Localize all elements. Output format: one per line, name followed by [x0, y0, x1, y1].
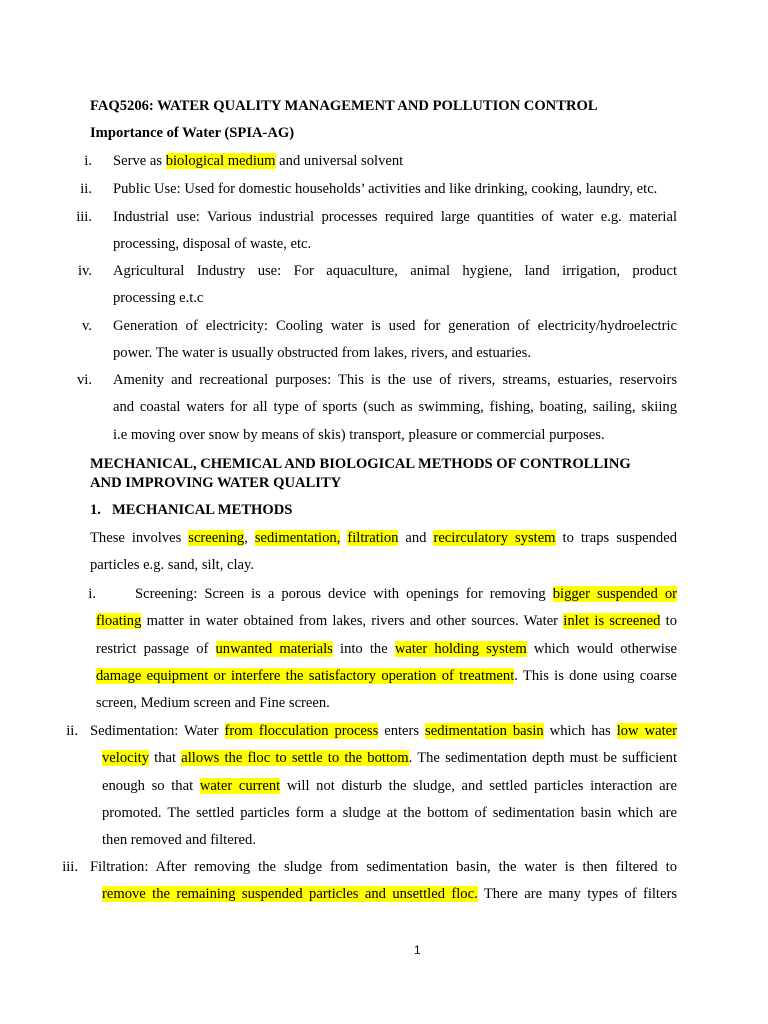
subsection-number: 1.: [90, 502, 101, 518]
list-item-line: [113, 235, 311, 253]
text-run: to traps suspended: [555, 530, 678, 546]
page-number: 1: [414, 943, 421, 957]
method-line: [96, 667, 677, 685]
text-run: and coastal waters for all type of sports (such as swimming, fishing, boating, sailing, skiing: [113, 399, 677, 416]
text-run: then removed and filtered.: [102, 832, 256, 849]
method-line: [135, 585, 677, 603]
text-run: . The sedimentation depth must be sufficient: [408, 750, 678, 767]
list-number: v.: [82, 318, 92, 334]
text-run: processing e.t.c: [113, 290, 204, 307]
highlighted-text: sedimentation,: [254, 530, 341, 546]
highlighted-text: allows the floc to settle to the bottom: [181, 750, 409, 767]
method-line: [90, 858, 677, 876]
method-number: i.: [88, 586, 96, 602]
text-run: Sedimentation: Water: [90, 723, 225, 739]
highlighted-text: biological medium: [165, 153, 276, 169]
text-run: which has: [543, 723, 617, 739]
list-number: ii.: [80, 181, 92, 197]
text-run: Industrial use: Various industrial processes required large quantities of water e.g. material: [113, 209, 677, 225]
method-line: [102, 885, 677, 903]
highlighted-text: water holding system: [394, 640, 527, 657]
text-run: and: [398, 530, 434, 546]
highlighted-text: screening: [188, 530, 245, 546]
text-run: matter in water obtained from lakes, rivers and other sources. Water: [141, 613, 564, 630]
paragraph-line: [90, 529, 677, 547]
text-run: restrict passage of: [96, 640, 216, 657]
method-number: ii.: [66, 723, 78, 739]
highlighted-text: unwanted materials: [215, 640, 333, 657]
method-line: [102, 831, 256, 849]
list-item-line: [113, 344, 531, 362]
list-item-line: [113, 180, 657, 198]
section-heading-methods-line2: AND IMPROVING WATER QUALITY: [90, 475, 342, 491]
text-run: that: [149, 750, 182, 767]
highlighted-text: inlet is screened: [563, 613, 661, 630]
highlighted-text: damage equipment or interfere the satisfactory operation of treatment: [96, 667, 515, 684]
highlighted-text: sedimentation basin: [425, 723, 544, 739]
text-run: will not disturb the sludge, and settled particles interaction are: [280, 777, 677, 794]
text-run: enough so that: [102, 777, 200, 794]
list-item-line: [113, 426, 605, 444]
list-item-line: [113, 152, 403, 170]
method-line: [102, 804, 677, 822]
highlighted-text: remove the remaining suspended particles and unsettled floc.: [102, 886, 478, 903]
highlighted-text: floating: [96, 613, 142, 630]
highlighted-text: filtration: [347, 530, 399, 546]
method-number: iii.: [62, 859, 78, 875]
text-run: processing, disposal of waste, etc.: [113, 236, 312, 253]
section-heading-importance: Importance of Water (SPIA-AG): [90, 125, 295, 141]
text-run: i.e moving over snow by means of skis) transport, pleasure or commercial purposes.: [113, 426, 605, 443]
list-number: i.: [84, 153, 92, 169]
text-run: which would otherwise: [526, 640, 677, 657]
highlighted-text: velocity: [102, 750, 150, 767]
text-run: These involves: [90, 530, 189, 546]
list-item-line: [113, 289, 203, 307]
text-run: Amenity and recreational purposes: This is the use of rivers, streams, estuaries, reservoirs: [113, 372, 677, 388]
text-run: Agricultural Industry use: For aquaculture, animal hygiene, land irrigation, product: [113, 263, 677, 279]
highlighted-text: recirculatory system: [433, 530, 556, 546]
highlighted-text: water current: [199, 777, 281, 794]
text-run: promoted. The settled particles form a sludge at the bottom of sedimentation basin which are: [102, 804, 677, 821]
text-run: There are many types of filters: [477, 886, 677, 903]
list-item-line: [113, 317, 677, 335]
list-number: vi.: [77, 372, 92, 388]
method-line: [90, 722, 677, 740]
text-run: ,: [244, 530, 255, 546]
text-run: Screening: Screen is a porous device with openings for removing: [135, 586, 553, 602]
subsection-title: MECHANICAL METHODS: [112, 502, 293, 518]
text-run: Public Use: Used for domestic households’ activities and like drinking, cooking, laundry, etc.: [113, 181, 658, 197]
text-run: . This is done using coarse: [514, 667, 677, 684]
text-run: power. The water is usually obstructed from lakes, rivers, and estuaries.: [113, 345, 531, 362]
list-number: iv.: [77, 263, 92, 279]
list-item-line: [113, 262, 677, 280]
text-run: particles e.g. sand, silt, clay.: [90, 557, 254, 574]
paragraph-line: [90, 556, 254, 574]
text-run: and universal solvent: [275, 153, 404, 169]
method-line: [96, 612, 677, 630]
list-item-line: [113, 398, 677, 416]
highlighted-text: low water: [616, 723, 677, 739]
section-heading-methods-line1: MECHANICAL, CHEMICAL AND BIOLOGICAL METHODS OF CONTROLLING: [90, 456, 631, 472]
method-line: [102, 777, 677, 795]
text-run: Generation of electricity: Cooling water is used for generation of electricity/hydroelectric: [113, 318, 677, 334]
text-run: to: [660, 613, 678, 630]
text-run: into the: [332, 640, 395, 657]
method-line: [96, 694, 330, 712]
text-run: Filtration: After removing the sludge from sedimentation basin, the water is then filtered to: [90, 859, 677, 875]
list-item-line: [113, 371, 677, 389]
text-run: enters: [378, 723, 426, 739]
highlighted-text: bigger suspended or: [552, 586, 677, 602]
highlighted-text: from flocculation process: [224, 723, 379, 739]
list-number: iii.: [76, 209, 92, 225]
document-title: FAQ5206: WATER QUALITY MANAGEMENT AND POLLUTION CONTROL: [90, 98, 598, 114]
text-run: Serve as: [113, 153, 166, 169]
method-line: [102, 749, 677, 767]
text-run: screen, Medium screen and Fine screen.: [96, 695, 330, 712]
list-item-line: [113, 208, 677, 226]
method-line: [96, 640, 677, 658]
